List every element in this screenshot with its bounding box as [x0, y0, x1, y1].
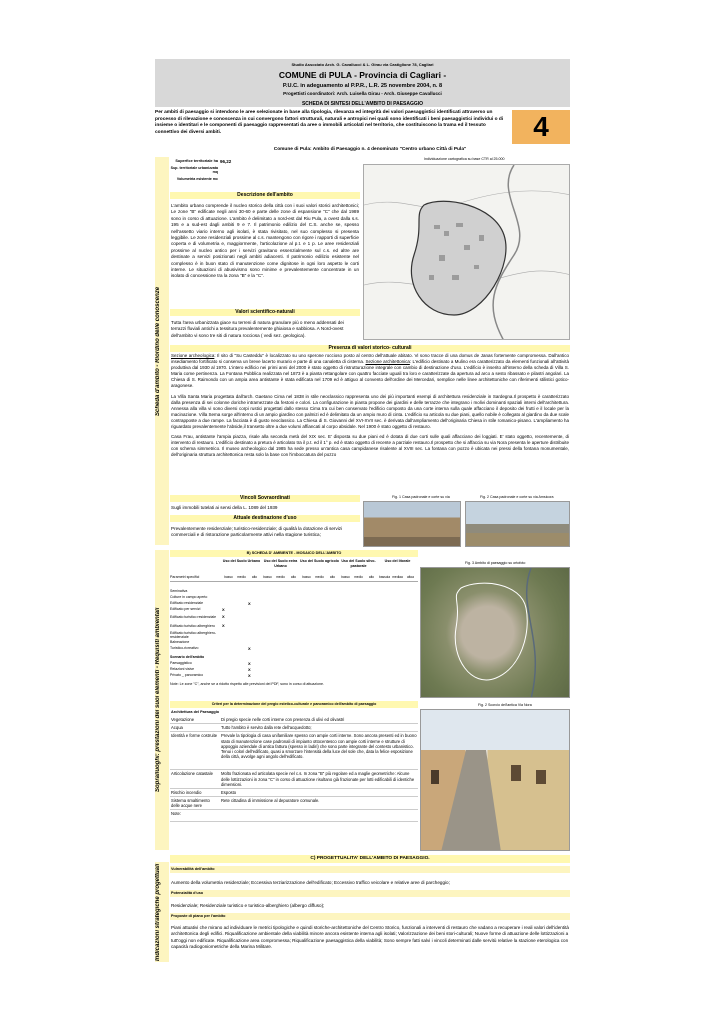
destinazione-title: Attuale destinazione d'uso	[170, 515, 360, 522]
photo-ortofoto	[420, 567, 570, 698]
vincoli-text: Sugli immobili tutelati ai sensi della L. 1089 del 1939	[171, 505, 278, 510]
mosaico-row-label: Edificato residenziale	[170, 601, 204, 605]
level-cell: basso	[224, 575, 233, 579]
intro-text: Per ambiti di paesaggio si intendono le aree selezionate in base alla tipologia, rilevanza ed integrità dei valori paesaggistici identificati attraverso un processo di rilevazione e conoscenza in cui convergono fattori strutturali, naturali e antropici nei quali sono identificati i beni paesaggistici individui o di insieme o identitari e le componenti di paesaggio rappresentati da aree o immobili articolati nel territorio, che costituiscono la trama ed il tessuto connettivo dei diversi ambiti.	[155, 110, 504, 135]
page-title: COMUNE di PULA - Provincia di Cagliari -	[278, 70, 447, 80]
photo-caption-1: Fig. 1 Casa padronale e corte su via	[392, 495, 450, 499]
group-litorale: Uso del litorale	[384, 559, 411, 563]
level-cell: medio	[237, 575, 246, 579]
prop-label-bar	[170, 913, 570, 920]
criteri-value: Tutto l'ambito è servito dalla rete dell'acquedotto;	[221, 725, 312, 731]
superficie-value: 96,22	[220, 158, 232, 164]
pot-label: Potenzialità d'uso	[171, 891, 204, 895]
photo-casa-padronale-1	[363, 501, 461, 547]
criteri-key: Articolazione catastale	[171, 771, 213, 777]
mosaico-title: B) SCHEDA D' AMBIENTE - MOSAICO DELL'AMBITO	[246, 551, 342, 555]
volumetria-label: Volumetria esistente mc	[176, 177, 218, 181]
group-extra-urbano: Uso del Suolo extra Urbano	[263, 559, 298, 568]
criteri-value: Molto frazionata ed articolata specie nel c.s. In zona "B" più regolare ed a maglie geometriche: Alcune delle lottizzazioni in zona "C" in corso di attuazione risultano già frazionate per lotti edificabili di identiche dimensioni.	[221, 771, 415, 787]
valori-text: Tutta l'area urbanizzata giace su terreni di natura granulare più o meno addensati dei terrazzi fluviali antichi a tessitura prevalentemente ghiaiosa e sabbiosa. A Nord-ovest dell'ambito vi sono tre siti di natura rocciosa ( vedi sez. geologica).	[171, 320, 344, 338]
mosaico-row	[170, 672, 418, 678]
criteri-key: Note:	[171, 811, 182, 817]
progettualita-title: C) PROGETTUALITA' DELL'AMBITO DI PAESAGGIO.	[310, 856, 430, 861]
mosaico-row-mark: X	[222, 614, 225, 619]
criteri-row	[170, 732, 418, 770]
level-cell: alto	[251, 575, 258, 579]
group-agricolo: Uso del Suolo agricolo	[300, 559, 339, 563]
mosaico-row-label: Turistico-ricreativo	[170, 646, 199, 650]
descrizione-text: L'ambito urbano comprende il nucleo storico della città con i suoi valori storici architettonici; Le zone "B" edificate negli anni 30-60 e parte delle zone di espansione "C" che dal 1989 sono in corso di attuazione. L'ambito è delimitato a nord-est dal Riu Pula, a ovest dalla s.s. 195 e a sud-est dagli ambiti 9 e 7. Il patrimonio edilizio del C.S. anche se, spesso nell'assetto viario interno agli isolati, è stata rivisitato, nel suo complesso si presenta leggibile. Le zone residenziali prossime al c.s. mantengono con rigore i rapporti di superficie coperta e di volumetria e, maggiormente, l'articolazione al p.t. e 1 p. Le aree residenziali prossime al nucleo antico per i servizi gravitano essenzialmente sul c.s. ed altre are destinate a servizi posizionati negli ambiti adiacenti. Il patrimonio edilizio esistente nel complesso è in buon stato di manutenzione come dignitose in ogni loro aspetto le corti interne. Le situazioni di abusivismo sono minime e prevalentemente concentrate in un isolato di concessione tra la zona "B" e la "C".	[171, 203, 359, 279]
photo-via-nora	[420, 709, 570, 851]
criteri-value: Di pregio specie nelle corti interne con presenza di ulivi ed olivastri	[221, 717, 345, 722]
pot-label-bar	[170, 890, 570, 897]
mosaico-row	[170, 630, 418, 639]
destinazione-text: Prevalentemente residenziale; turistico-residenziale; di qualità la dotazione di servizi commerciali e di ristorazione particolarmente attivi nella stagione turistica;	[171, 526, 343, 538]
criteri-row	[170, 797, 418, 810]
mosaico-row-label: Seminativa	[170, 589, 188, 593]
map-caption: Individuazione cartografica su base CTR al 25.000	[424, 157, 505, 161]
mosaico-row-mark: X	[222, 623, 225, 628]
level-cell: bassoia	[379, 575, 390, 579]
photo-caption-3: Fig. 3 Ambito di paesaggio su ortofoto	[465, 561, 526, 565]
criteri-row	[170, 789, 418, 797]
levels-row	[222, 575, 417, 581]
mosaico-row-label: Edificato per servizi	[170, 607, 201, 611]
side-label-2: Sopralluoghi: prestazioni dei suoi elementi - Requisiti ambientali	[155, 607, 161, 793]
mosaico-row	[170, 621, 418, 630]
mosaico-row-mark: X	[248, 645, 251, 651]
criteri-title: Criteri per la determinazione del pregio estetico-culturale e panoramico dell'ambito di paesaggio	[211, 702, 377, 706]
criteri-row	[170, 810, 418, 822]
mosaico-row-mark: X	[222, 606, 225, 612]
mosaico-row-mark: X	[248, 666, 251, 672]
level-cell: basso	[341, 575, 350, 579]
coordinators: Progettisti coordinatori: Arch. Luisella Girau - Arch. Giuseppe Cavallucci	[283, 91, 442, 96]
prop-text: Piani attuativi che mirano ad individuare le metrici tipologiche e quindi storiche-architettoniche del Centro Storico, funzionali a interventi di restauro che vadano a recuperare i reali valori dell'identità architettonica degli edifici. Riqualificazione ambientale della viabilità minore ancora esistente interna agli isolati; Valorizzazione dei beni stori-culturali; Nuove forme di attuazione delle lottizzazioni a tutt'oggi non edificate. Riqualificazione area compromessa; Riqualificazione paesaggistica della viabilità; Sono sempre fatti salvi i vincoli determinati dalle servitù relative la stazione eterologica con capacità radiogoniometriche della Marina Militare.	[171, 925, 569, 950]
mosaico-row-mark: X	[248, 600, 251, 606]
presenza-p1-text: : Il sito di "Su Casteddu" è localizzato su uno sperone roccioso posto al centro dell'attuale abitato. Vi sono tracce di una domus de Janas fortemente compromessa. Dall'antico insediamento fortificato si conserva un breve lacerto murario e parte di una canaletta di cisterna.	[171, 353, 569, 364]
intro-block	[155, 110, 510, 136]
level-cell: altoa	[407, 575, 414, 579]
side-label-1: Scheda d'ambito - Riordino delle conoscenze	[155, 286, 161, 416]
vincoli-title: Vincoli Sovraordinati	[170, 495, 360, 502]
criteri-key: Identità e forme costruite	[171, 733, 218, 739]
presenza-p1-text-c: : L'edificio destinato a Mulino era caratterizzato da elementi funzionali all'attività produttiva dal 1930 al 1970. L'intero edificio nei primi anni del 2000 è stato oggetto di ristrutturazione integrale con cambio di destinazione d'uso. L'edificio è inserito all'interno della scheda di Villa S. Maria come pertinenza. La Fontana Pubblica realizzata nel 1873 è a pianta rettangolare con quattro facciate uguali tra loro e caratterizzate da apertura ad arco a sesto ribassato e pilastri angolari. La Chiesa di S. Raimondo con un ampia area antistante è stata edificata nel 1709 ed è attiguo al convento dell'ordine dei Mercedari, semplice nelle linee architettoniche con riferimenti stilistici gotico-aragonese.	[171, 359, 569, 388]
descrizione-title: Descrizione dell'ambito	[170, 192, 360, 199]
prop-label: Proposte di piano per l'ambito	[171, 914, 226, 918]
vuln-label: Vulnerabilità dell'ambito	[171, 867, 215, 871]
presenza-title: Presenza di valori storico- culturali	[170, 345, 570, 352]
studio-line: Studio Associato Arch. G. Cavallucci & L. Girau via Castiglione 78, Cagliari	[291, 62, 434, 67]
mosaico-row	[170, 612, 418, 621]
level-cell: alto	[368, 575, 375, 579]
level-cell: medio	[315, 575, 324, 579]
photo-caption-2: Fig. 2 Casa padronale e corte su via Amsicora	[480, 495, 554, 499]
mosaico-rows	[170, 588, 418, 678]
criteri-value: Prevale la tipologia di casa unifamiliare spesso con ampie corti interne. Sono ancora presenti ed in buono stato di manutenzione case padronali di impianto ottocentesco con ampie corti interne e strutture di appoggio aziendale di antica fattura (spesso in ladiri) che sono parte integrante del contesto urbanistico. Tenui i colori dell'edificato, quasi a smorzare l'intensità della luce del sole che, data la felice esposizione della città, avvolge agni angolo dell'edificato.	[221, 733, 417, 760]
criteri-rows	[170, 716, 418, 822]
vuln-label-bar	[170, 866, 570, 873]
sheet-title: SCHEDA DI SINTESI DELL'AMBITO DI PAESAGGIO	[301, 101, 424, 107]
mosaico-row-mark: X	[248, 672, 251, 678]
level-cell: basso	[302, 575, 311, 579]
param-label: Parametri specifici	[170, 575, 200, 579]
pot-text: Residenziale; Residenziale turistico e turistico-alberghiero (albergo diffuso);	[171, 903, 325, 908]
sheet-number: 4	[533, 111, 549, 142]
mosaico-row-label: Scenario dell'ambito	[170, 655, 205, 659]
mosaico-row-label: Balneazione	[170, 640, 190, 644]
vuln-text: Aumento della volumetria residenziale; Eccessiva terziarizzazione dell'edificato; Eccessivo traffico veicolare e relative aree di parcheggio;	[171, 880, 450, 885]
level-cell: alto	[329, 575, 336, 579]
mosaico-row-label: Edificato turistico residenziale	[170, 614, 217, 619]
criteri-row	[170, 724, 418, 732]
mosaico-row-label: Edificato turistico alberghiero	[170, 623, 215, 628]
criteri-value: Rete cittadina di immissione al depuratore comunale.	[221, 798, 320, 804]
criteri-value	[220, 810, 418, 821]
mosaico-row-label: Relazioni visive	[170, 667, 195, 671]
criteri-row	[170, 716, 418, 724]
mosaico-row-mark: X	[248, 660, 251, 666]
criteri-row	[170, 770, 418, 789]
criteri-key: Sistema smaltimento delle acque nere	[171, 798, 210, 809]
presenza-p1-label: Sezione archeologica	[171, 353, 215, 358]
criteri-sub: Architettura del Paesaggio	[171, 710, 220, 714]
photo-casa-padronale-2	[465, 501, 570, 547]
sup-urb-label: Sup. territoriale urbanizzata mq	[170, 165, 218, 174]
ambito-title: Comune di Pula: Ambito di Paesaggio n. 4 denominato "Centro urbano Città di Pula"	[273, 147, 467, 152]
presenza-p1-label-b: Sezione architettonica	[365, 359, 410, 364]
level-cell: medio	[354, 575, 363, 579]
mosaico-table	[170, 559, 418, 686]
mosaico-row-label: Colture in campo aperto	[170, 595, 208, 599]
presenza-block	[171, 353, 569, 458]
fields-block	[170, 157, 360, 183]
level-cell: mediaa	[392, 575, 403, 579]
sheet-number-badge	[512, 110, 570, 144]
group-silvo-pastorale: Uso del Suolo silvo-pastorale	[341, 559, 376, 568]
page-subtitle: P.U.C. in adeguamento al P.P.R., L.R. 25 novembre 2004, n. 8	[282, 83, 443, 89]
level-cell: medio	[276, 575, 285, 579]
group-urbano: Uso del Suolo Urbano	[222, 559, 261, 563]
criteri-key: Acqua	[171, 725, 183, 731]
photo-caption-4: Fig. 2 Scorcio dell'antica Via Nora	[478, 703, 532, 707]
superficie-label: Superfice territoriale ha	[175, 159, 218, 163]
criteri-key: Vegetazione	[171, 717, 195, 722]
mosaico-row-label: Privato _ panoramico	[170, 673, 204, 677]
mosaico-row-label: Paesaggistico	[170, 661, 192, 665]
mosaico-row	[170, 645, 418, 651]
mosaico-row-label: Edificato turistico alberghiero-residenziale	[170, 630, 217, 639]
side-label-3: Indicazioni strategiche progettuali	[155, 863, 161, 961]
criteri-key: Rischio incendio	[171, 790, 202, 796]
criteri-value: Esposto	[221, 790, 237, 796]
level-cell: basso	[263, 575, 272, 579]
cartography-map	[363, 164, 570, 340]
valori-title: Valori scientifico-naturali	[170, 309, 360, 316]
presenza-p2: La Villa Santa Maria progettata dall'arch. Gaetano Cima nel 1838 in stile neoclassico rappresenta uno dei più importanti esempi di architettura residenziale in Sardegna.Il prospetto è caratterizzato dalla presenza di sei colonne doriche intramezzate da festoni e colori. La configurazione in pianta propone dei giardini e delle terrazze che integrano i molivi dominanti spaziali interni dell'architettura. Annessa alla villa vi sono diversi corpi rustici progettati dallo stesso Cima tra cui ben conservato l'edificio composto da una corte interna sulla quale affacciano il deposito dei frutti e il locale per la macinazione. Villa Sema sorge all'interno di un ampio giardino con palmizi ed è delimitato da un ampio muro di cinta. L'edificio su articola su due piani, quello nobile è collegato al giardino da due scale contrapposte a due rampe. La facciata è di gusto neoclassico. La Chiesa di S. Giovanni del XVI-XVII sec. è derivata dall'ampliamento dell'originaria Chiesa in stile romanico-pisano. L'ampliamento ha riguardato prevalentemente l'abside,il transetto oltre a due volumi affiancati al corpo absidale. Nel 1900 è stato oggetto di restauro.	[171, 394, 569, 429]
presenza-p3: Casa Frau, antistante l'ampia piazza, risale alla seconda metà del XIX sec. E' disposta su due piani ed è dotata di due corti sulle quali affacciano dei loggiati. E' stato oggetto, recentemente, di intervento di restauro. L'edificio destinato a pretura è articolato tra il p.t. ed il 1° p. ed è stato oggetto di recente a parziale restauro.Il prospetto che si affaccia su via Nora presenta le aperture distribuite con schema simmetrico. Il museo archeologico dal 1985 ha sede presso un'antica casa campidanese risalente al XVIII sec. La fontana con pozzo è ubicata nei pressi della fontana monumentale, dell'originaria struttura architettonica resta solo la base con l'imboccatura del pozzo	[171, 434, 569, 457]
mosaico-note: Note: Le zone "C", anche se a ridotto rispetto alle previsioni del PDF, sono in corso di attuazione.	[170, 682, 324, 686]
level-cell: alto	[290, 575, 297, 579]
